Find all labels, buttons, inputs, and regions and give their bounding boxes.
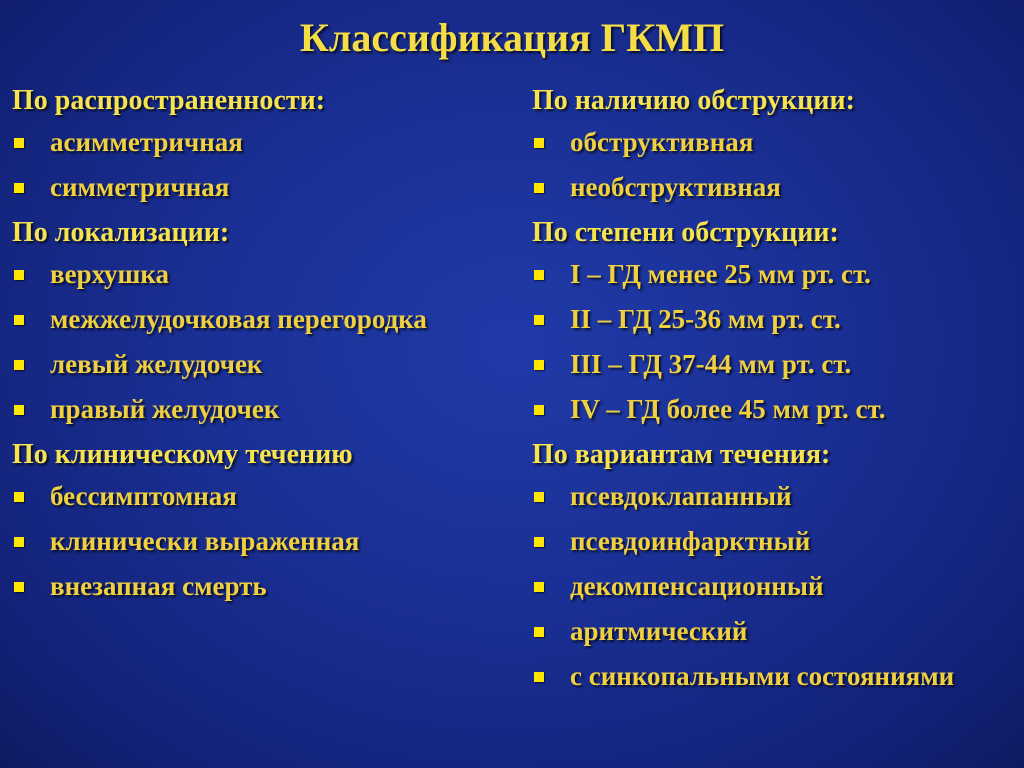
item-text: правый желудочек — [50, 394, 280, 424]
list-item — [532, 169, 1012, 206]
list-item — [12, 523, 512, 560]
item-text: внезапная смерть — [50, 571, 267, 601]
square-bullet-icon — [14, 492, 24, 502]
square-bullet-icon — [534, 183, 544, 193]
item-text: аритмический — [570, 616, 748, 646]
item-text: с синкопальными состояниями — [570, 661, 955, 691]
square-bullet-icon — [534, 582, 544, 592]
square-bullet-icon — [534, 492, 544, 502]
list-item — [12, 301, 512, 338]
list-item — [12, 391, 512, 428]
list-item — [12, 169, 512, 206]
square-bullet-icon — [14, 360, 24, 370]
clinical-course-list — [12, 478, 512, 605]
list-item — [532, 568, 1012, 605]
left-column — [12, 82, 512, 613]
item-text: обструктивная — [570, 127, 754, 157]
list-item — [532, 613, 1012, 650]
square-bullet-icon — [14, 537, 24, 547]
group-heading-distribution: По распространенности: — [12, 85, 326, 116]
group-heading-obstruction-degree: По степени обструкции: — [532, 217, 839, 248]
item-text: симметричная — [50, 172, 230, 202]
list-item — [532, 391, 1012, 428]
square-bullet-icon — [14, 582, 24, 592]
item-text: межжелудочковая перегородка — [50, 304, 427, 334]
obstruction-degree-list — [532, 256, 1012, 428]
item-text: асимметричная — [50, 127, 243, 157]
item-text: необструктивная — [570, 172, 781, 202]
slide-title: Классификация ГКМП — [299, 15, 725, 60]
group-heading-clinical-course: По клиническому течению — [12, 439, 353, 470]
course-variants-list — [532, 478, 1012, 695]
list-item — [532, 301, 1012, 338]
list-item — [12, 478, 512, 515]
list-item — [532, 523, 1012, 560]
localization-list — [12, 256, 512, 428]
square-bullet-icon — [534, 537, 544, 547]
square-bullet-icon — [534, 627, 544, 637]
list-item — [12, 346, 512, 383]
item-text: клинически выраженная — [50, 526, 360, 556]
item-text: псевдоклапанный — [570, 481, 792, 511]
square-bullet-icon — [14, 270, 24, 280]
right-column — [532, 82, 1012, 703]
square-bullet-icon — [14, 315, 24, 325]
square-bullet-icon — [534, 270, 544, 280]
item-text: верхушка — [50, 259, 169, 289]
item-text: бессимптомная — [50, 481, 237, 511]
square-bullet-icon — [14, 138, 24, 148]
list-item — [12, 124, 512, 161]
square-bullet-icon — [534, 672, 544, 682]
group-heading-obstruction-presence: По наличию обструкции: — [532, 85, 855, 116]
square-bullet-icon — [534, 405, 544, 415]
item-text: III – ГД 37-44 мм рт. ст. — [570, 349, 852, 379]
square-bullet-icon — [534, 138, 544, 148]
item-text: I – ГД менее 25 мм рт. ст. — [570, 259, 871, 289]
list-item — [532, 478, 1012, 515]
list-item — [532, 346, 1012, 383]
list-item — [532, 658, 1012, 695]
square-bullet-icon — [534, 315, 544, 325]
list-item — [12, 568, 512, 605]
distribution-list — [12, 124, 512, 206]
item-text: IV – ГД более 45 мм рт. ст. — [570, 394, 886, 424]
list-item — [532, 124, 1012, 161]
item-text: левый желудочек — [50, 349, 263, 379]
item-text: II – ГД 25-36 мм рт. ст. — [570, 304, 841, 334]
list-item — [532, 256, 1012, 293]
item-text: псевдоинфарктный — [570, 526, 811, 556]
obstruction-presence-list — [532, 124, 1012, 206]
square-bullet-icon — [534, 360, 544, 370]
list-item — [12, 256, 512, 293]
square-bullet-icon — [14, 183, 24, 193]
group-heading-course-variants: По вариантам течения: — [532, 439, 831, 470]
group-heading-localization: По локализации: — [12, 217, 230, 248]
square-bullet-icon — [14, 405, 24, 415]
item-text: декомпенсационный — [570, 571, 824, 601]
